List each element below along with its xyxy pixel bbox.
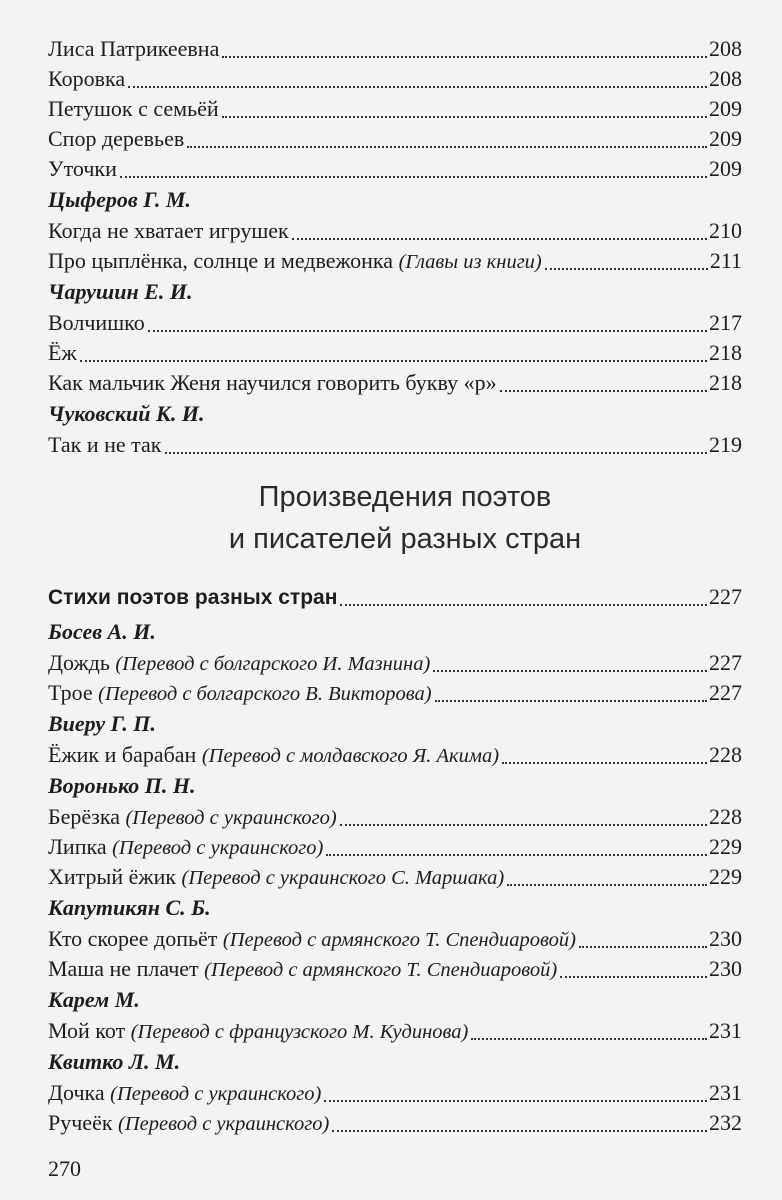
author-heading: Виеру Г. П.: [48, 711, 156, 736]
dot-leader: [120, 175, 707, 178]
entry-page: 209: [709, 96, 742, 121]
entry-title: Коровка: [48, 66, 126, 91]
toc-entry: [48, 954, 742, 984]
author-heading: Капутикян С. Б.: [48, 895, 211, 920]
entry-page: 217: [709, 310, 742, 335]
entry-title: Как мальчик Женя научился говорить букву «р»: [48, 370, 497, 395]
entry-title: [48, 1016, 468, 1047]
entry-title: [48, 924, 576, 955]
dot-leader: [324, 1099, 707, 1102]
toc-entry: [48, 430, 742, 460]
author-heading: Чарушин Е. И.: [48, 279, 193, 304]
author-heading: Карем М.: [48, 987, 140, 1012]
entry-page: 231: [709, 1018, 742, 1043]
entry-title: [48, 1108, 329, 1139]
entry-title: [48, 862, 504, 893]
entry-title-text: Хитрый ёжик: [48, 864, 177, 889]
entry-title: Стихи поэтов разных стран: [48, 586, 338, 609]
page-number: 270: [48, 1156, 81, 1181]
toc-entry: [48, 64, 742, 94]
entry-page: 208: [709, 36, 742, 61]
toc-entry: [48, 832, 742, 862]
entry-title-text: Трое: [48, 680, 93, 705]
section-title-line: и писателей разных стран: [228, 523, 582, 555]
dot-leader: [80, 359, 707, 362]
dot-leader: [340, 823, 707, 826]
entry-title-text: Кто скорее допьёт: [48, 926, 218, 951]
author-heading: Цыферов Г. М.: [48, 187, 191, 212]
toc-top-list: [48, 34, 742, 460]
toc-entry: [48, 34, 742, 64]
entry-title: Так и не так: [48, 432, 162, 457]
dot-leader: [128, 85, 707, 88]
entry-title: [48, 1078, 321, 1109]
entry-title-text: Липка: [48, 834, 107, 859]
entry-note: (Перевод с украинского): [118, 1113, 330, 1135]
toc-entry: [48, 216, 742, 246]
toc-entry: [48, 1108, 742, 1138]
toc-entry: [48, 338, 742, 368]
section-title-line: Произведения поэтов: [258, 481, 552, 513]
entry-title: Петушок с семьёй: [48, 96, 219, 121]
toc-entry: [48, 648, 742, 678]
entry-title: [48, 246, 542, 277]
entry-title: [48, 954, 557, 985]
toc-entry: [48, 678, 742, 708]
entry-title-text: Берёзка: [48, 804, 120, 829]
toc-entry: [48, 308, 742, 338]
toc-entry: [48, 368, 742, 398]
dot-leader: [471, 1037, 707, 1040]
dot-leader: [545, 267, 708, 270]
entry-note: (Перевод с украинского): [112, 837, 324, 859]
dot-leader: [500, 389, 707, 392]
author-heading: Босев А. И.: [48, 619, 156, 644]
entry-title-text: Мой кот: [48, 1018, 126, 1043]
dot-leader: [148, 329, 707, 332]
entry-page: 232: [709, 1110, 742, 1135]
dot-leader: [507, 883, 707, 886]
entry-page: 231: [709, 1080, 742, 1105]
author-heading: Воронько П. Н.: [48, 773, 196, 798]
entry-page: 218: [709, 370, 742, 395]
entry-note: (Перевод с украинского С. Маршака): [181, 867, 505, 889]
dot-leader: [222, 55, 707, 58]
entry-title: [48, 832, 323, 863]
entry-title-text: Маша не плачет: [48, 956, 199, 981]
toc-entry: [48, 94, 742, 124]
entry-title: [48, 802, 337, 833]
entry-note: (Перевод с армянского Т. Спендиаровой): [222, 929, 576, 951]
dot-leader: [292, 237, 707, 240]
entry-page: 227: [709, 584, 742, 609]
entry-note: (Перевод с болгарского В. Викторова): [98, 683, 432, 705]
toc-entry: [48, 802, 742, 832]
entry-page: 209: [709, 156, 742, 181]
entry-title: Ёж: [48, 340, 77, 365]
entry-title: Волчишко: [48, 310, 145, 335]
entry-title: Спор деревьев: [48, 126, 185, 151]
dot-leader: [579, 945, 707, 948]
dot-leader: [187, 145, 707, 148]
toc-entry: [48, 862, 742, 892]
toc-entry: [48, 246, 742, 276]
dot-leader: [165, 451, 708, 454]
entry-title: Уточки: [48, 156, 117, 181]
entry-note: (Перевод с украинского): [125, 807, 337, 829]
dot-leader: [560, 975, 707, 978]
entry-note: (Перевод с французского М. Кудинова): [130, 1021, 469, 1043]
dot-leader: [502, 761, 707, 764]
entry-title-text: Дождь: [48, 650, 110, 675]
entry-page: 230: [709, 956, 742, 981]
entry-page: 230: [709, 926, 742, 951]
toc-entry: [48, 154, 742, 184]
entry-page: 229: [709, 864, 742, 889]
dot-leader: [435, 699, 707, 702]
entry-title: Когда не хватает игрушек: [48, 218, 289, 243]
entry-title: [48, 678, 432, 709]
dot-leader: [326, 853, 707, 856]
entry-note: (Перевод с молдавского Я. Акима): [201, 745, 500, 767]
entry-title-text: Про цыплёнка, солнце и медвежонка: [48, 248, 394, 273]
entry-title-text: Дочка: [48, 1080, 105, 1105]
author-heading: Чуковский К. И.: [48, 401, 205, 426]
entry-page: 229: [709, 834, 742, 859]
dot-leader: [340, 603, 707, 606]
author-heading: Квитко Л. М.: [48, 1049, 181, 1074]
entry-page: 211: [709, 248, 742, 273]
entry-title: [48, 648, 430, 679]
entry-page: 208: [709, 66, 742, 91]
toc-entry: [48, 1016, 742, 1046]
entry-title-text: Ручеёк: [48, 1110, 113, 1135]
entry-page: 228: [709, 742, 742, 767]
entry-note: (Главы из книги): [398, 251, 542, 273]
entry-title-text: Ёжик и барабан: [48, 742, 197, 767]
toc-entry: [48, 124, 742, 154]
entry-title: Лиса Патрикеевна: [48, 36, 220, 61]
toc-entry: [48, 1078, 742, 1108]
entry-page: 209: [709, 126, 742, 151]
entry-page: 219: [709, 432, 742, 457]
toc-entry: [48, 740, 742, 770]
entry-page: 228: [709, 804, 742, 829]
entry-title: [48, 740, 499, 771]
entry-note: (Перевод с армянского Т. Спендиаровой): [204, 959, 558, 981]
entry-page: 210: [709, 218, 742, 243]
entry-page: 227: [709, 650, 742, 675]
entry-note: (Перевод с украинского): [110, 1083, 322, 1105]
toc-bottom-list: [48, 582, 742, 1138]
entry-page: 218: [709, 340, 742, 365]
toc-section-entry: [48, 582, 742, 612]
section-title: [60, 476, 750, 560]
dot-leader: [433, 669, 707, 672]
entry-page: 227: [709, 680, 742, 705]
toc-entry: [48, 924, 742, 954]
dot-leader: [332, 1129, 707, 1132]
entry-note: (Перевод с болгарского И. Мазнина): [115, 653, 431, 675]
dot-leader: [222, 115, 707, 118]
